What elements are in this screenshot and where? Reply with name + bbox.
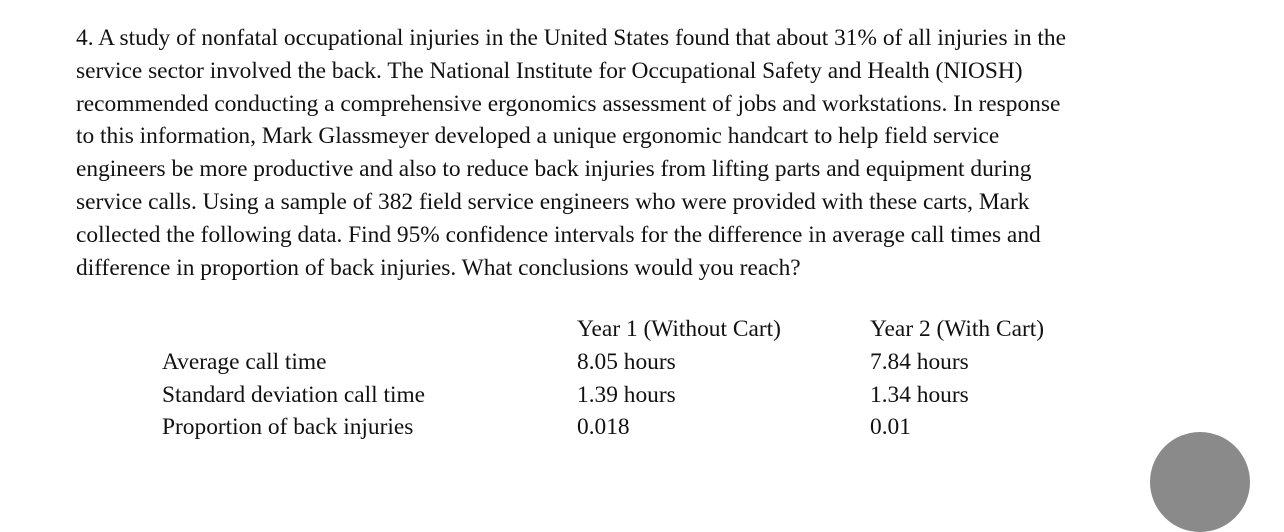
problem-line: engineers be more productive and also to reduce back injuries from lifting parts and equipment during xyxy=(76,156,1032,183)
problem-line: service calls. Using a sample of 382 field service engineers who were provided with these carts, Mark xyxy=(76,188,1030,215)
year1-value: 0.018 xyxy=(577,414,630,441)
problem-line: 4. A study of nonfatal occupational injuries in the United States found that about 31% of all injuries in the xyxy=(76,25,1067,51)
data-table xyxy=(162,313,1110,444)
row-label: Average call time xyxy=(162,348,327,375)
problem-line: to this information, Mark Glassmeyer developed a unique ergonomic handcart to help field service xyxy=(76,123,1000,150)
row-label: Standard deviation call time xyxy=(162,381,426,408)
corner-overlay-circle xyxy=(1150,432,1250,532)
problem-line: recommended conducting a comprehensive ergonomics assessment of jobs and workstations. In response xyxy=(76,90,1061,117)
row-label: Proportion of back injuries xyxy=(162,414,414,441)
problem-line: difference in proportion of back injuries. What conclusions would you reach? xyxy=(76,254,801,281)
year1-value: 1.39 hours xyxy=(577,381,676,408)
year2-value: 0.01 xyxy=(870,414,911,441)
header-year2: Year 2 (With Cart) xyxy=(870,316,1045,342)
year2-value: 7.84 hours xyxy=(870,348,969,375)
table-row xyxy=(162,379,1110,412)
header-empty-cell xyxy=(162,313,577,346)
problem-statement xyxy=(76,22,1184,284)
table-row xyxy=(162,411,1110,444)
problem-line: service sector involved the back. The National Institute for Occupational Safety and Health (NIOSH) xyxy=(76,57,1023,84)
year2-value: 1.34 hours xyxy=(870,381,969,408)
header-year1: Year 1 (Without Cart) xyxy=(577,316,781,342)
table-row xyxy=(162,346,1110,379)
year1-value: 8.05 hours xyxy=(577,348,676,375)
table-header-row xyxy=(162,313,1110,346)
problem-line: collected the following data. Find 95% confidence intervals for the difference in average call times and xyxy=(76,221,1041,248)
